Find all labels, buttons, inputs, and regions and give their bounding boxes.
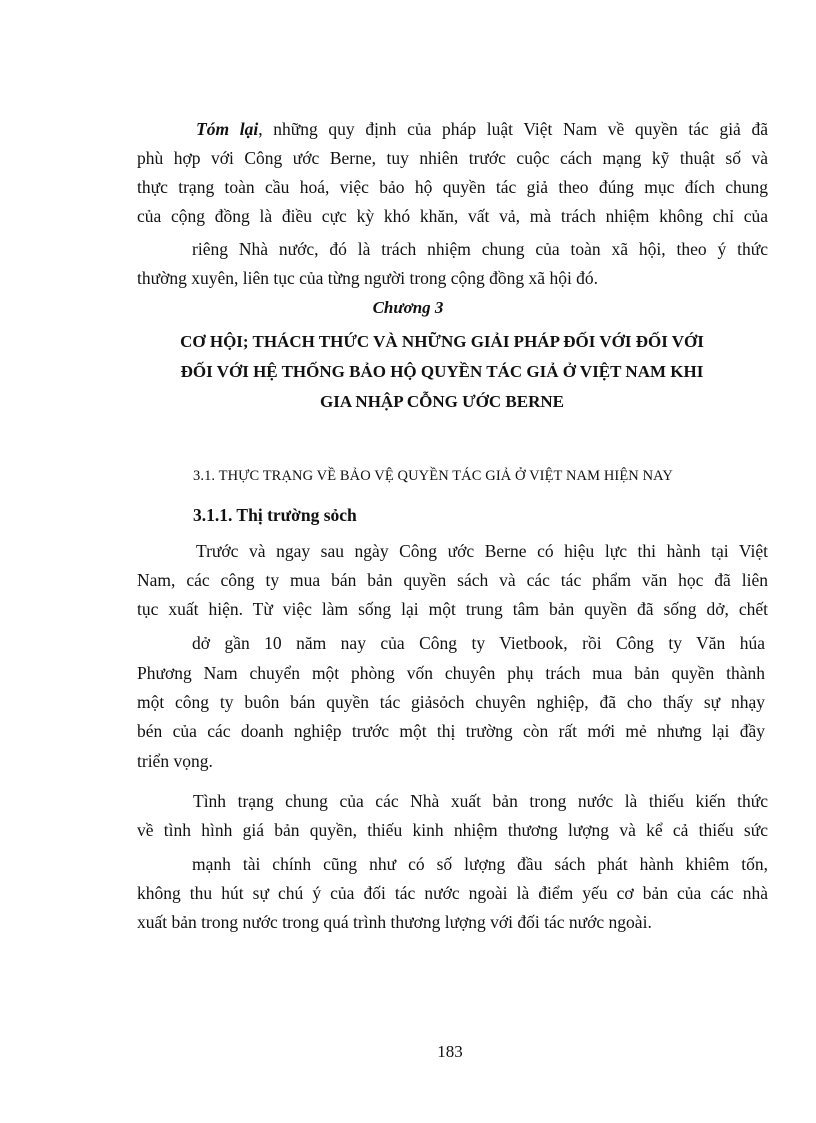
paragraph-3-line-4: không thu hút sự chú ý của đối tác nước ngoài là điểm yếu cơ bản của các nhà (137, 883, 768, 903)
chapter-title-line-2: ĐỐI VỚI HỆ THỐNG BẢO HỘ QUYỀN TÁC GIẢ Ở VIỆT NAM KHI (180, 362, 704, 381)
paragraph-1-line-6: thường xuyên, liên tục của từng người trong cộng đồng xã hội đó. (137, 268, 599, 288)
page-number: 183 (437, 1042, 463, 1061)
paragraph-1-line-2: phù hợp với Công ước Berne, tuy nhiên trước cuộc cách mạng kỹ thuật số và (137, 148, 768, 168)
paragraph-1-line-1 (196, 118, 768, 140)
paragraph-2-line-6: một công ty buôn bán quyền tác giảsỏch chuyên nghiệp, đã cho thấy sự nhạy (137, 692, 765, 712)
subsection-title: 3.1.1. Thị trường sỏch (193, 505, 357, 525)
chapter-label: Chương 3 (372, 298, 444, 317)
paragraph-2-line-2: Nam, các công ty mua bán bản quyền sách và các tác phẩm văn học đã liên (137, 570, 768, 590)
paragraph-3-line-1: Tình trạng chung của các Nhà xuất bản trong nước là thiếu kiến thức (193, 791, 768, 811)
paragraph-3-line-3: mạnh tài chính cũng như có số lượng đầu sách phát hành khiêm tốn, (192, 854, 768, 874)
paragraph-2-line-4: dở gần 10 năm nay của Công ty Vietbook, rồi Công ty Văn húa (192, 633, 765, 653)
paragraph-3-line-5: xuất bản trong nước trong quá trình thương lượng với đối tác nước ngoài. (137, 912, 652, 932)
paragraph-2-line-8: triển vọng. (137, 751, 213, 771)
section-title: 3.1. THỰC TRẠNG VỀ BẢO VỆ QUYỀN TÁC GIẢ Ở VIỆT NAM HIỆN NAY (193, 468, 673, 484)
paragraph-2-line-3: tục xuất hiện. Từ việc làm sống lại một trung tâm bản quyền đã sống dở, chết (137, 599, 768, 619)
paragraph-3-line-2: về tình hình giá bản quyền, thiếu kinh nhiệm thương lượng và kể cả thiếu sức (137, 820, 768, 840)
paragraph-1-line-4: của cộng đồng là điều cực kỳ khó khăn, vất vả, mà trách nhiệm không chỉ của (137, 206, 768, 226)
paragraph-2-line-5: Phương Nam chuyển một phòng vốn chuyên phụ trách mua bản quyền thành (137, 663, 765, 683)
paragraph-1-line-5: riêng Nhà nước, đó là trách nhiệm chung của toàn xã hội, theo ý thức (192, 239, 768, 259)
chapter-title-line-3: GIA NHẬP CỖNG ƯỚC BERNE (319, 392, 564, 411)
paragraph-1-line-1-text: , những quy định của pháp luật Việt Nam về quyền tác giả đã (258, 119, 769, 139)
paragraph-1-lead: Tóm lại (196, 119, 259, 139)
paragraph-2-line-1: Trước và ngay sau ngày Công ước Berne có hiệu lực thi hành tại Việt (196, 541, 768, 561)
chapter-title-line-1: CƠ HỘI; THÁCH THỨC VÀ NHỮNG GIẢI PHÁP ĐỐI VỚI ĐỐI VỚI (180, 332, 704, 351)
paragraph-2-line-7: bén của các doanh nghiệp trước một thị trường còn rất mới mẻ nhưng lại đầy (137, 721, 765, 741)
paragraph-1-line-3: thực trạng toàn cầu hoá, việc bảo hộ quyền tác giả theo đúng mục đích chung (137, 177, 768, 197)
